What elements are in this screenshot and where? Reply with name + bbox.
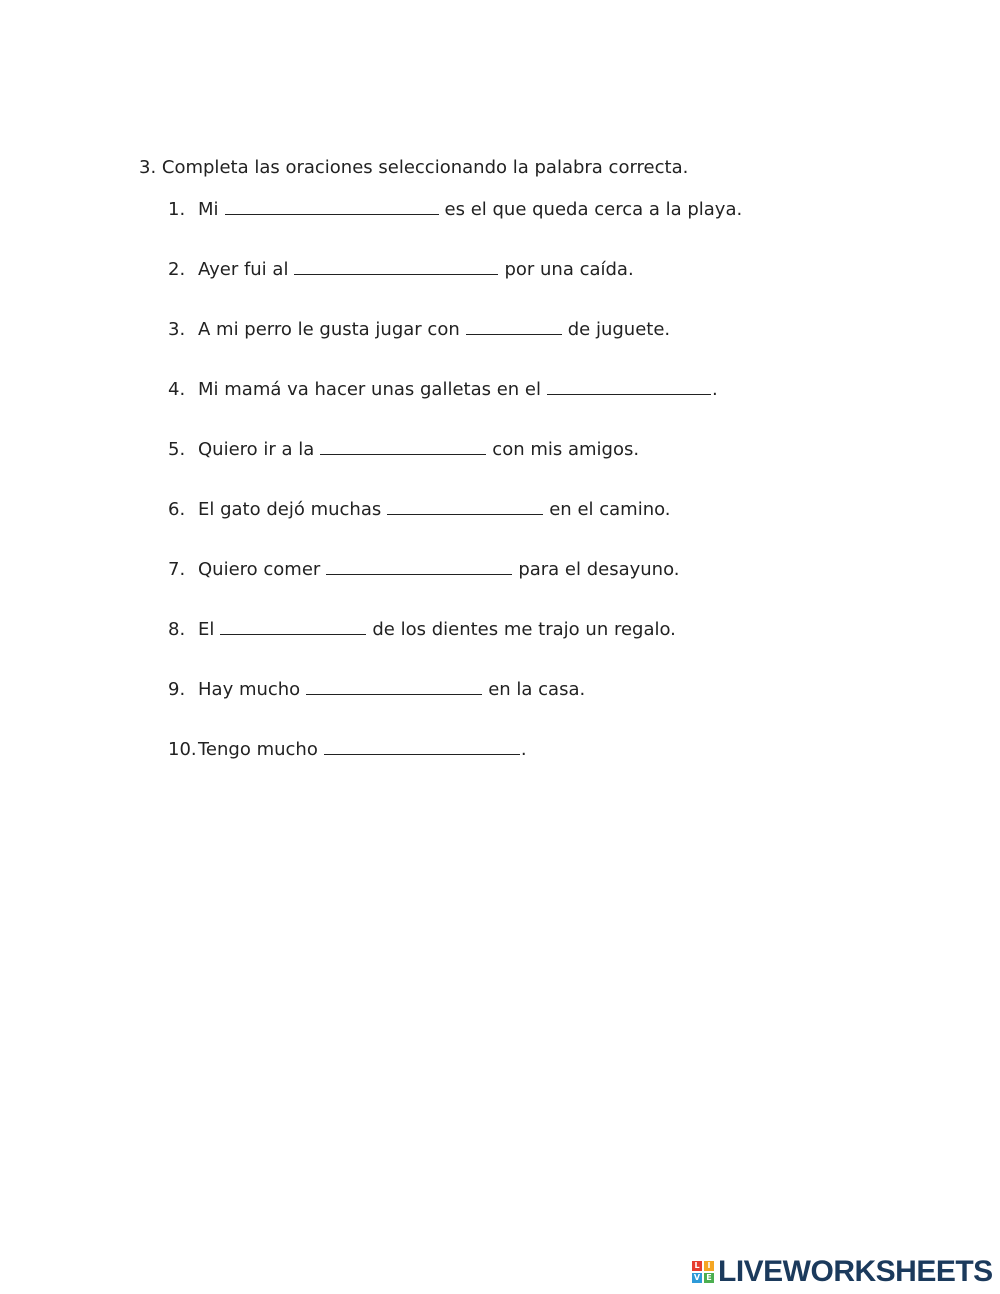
item-number: 3. bbox=[168, 319, 186, 340]
item-number: 8. bbox=[168, 619, 186, 640]
sentence-start: A mi perro le gusta jugar con bbox=[198, 319, 460, 340]
item-number: 10. bbox=[168, 739, 197, 760]
sentence-item bbox=[168, 496, 742, 520]
sentence-item bbox=[168, 676, 742, 700]
item-number: 4. bbox=[168, 379, 186, 400]
sentence-end: de los dientes me trajo un regalo. bbox=[372, 619, 676, 640]
sentence-start: Quiero comer bbox=[198, 559, 321, 580]
item-number: 1. bbox=[168, 199, 186, 220]
liveworksheets-logo bbox=[692, 1255, 993, 1289]
logo-text: LIVEWORKSHEETS bbox=[718, 1255, 993, 1288]
sentence-end: es el que queda cerca a la playa. bbox=[444, 199, 743, 220]
sentence-end: para el desayuno. bbox=[518, 559, 680, 580]
sentence-start: Hay mucho bbox=[198, 679, 301, 700]
answer-blank[interactable] bbox=[324, 736, 520, 755]
logo-mark-cell: L bbox=[692, 1261, 702, 1271]
sentence-start: Quiero ir a la bbox=[198, 439, 315, 460]
sentence-end: . bbox=[520, 739, 527, 760]
sentence-start: El bbox=[198, 619, 215, 640]
answer-blank[interactable] bbox=[547, 376, 711, 395]
sentence-end: por una caída. bbox=[504, 259, 634, 280]
sentence-item bbox=[168, 556, 742, 580]
answer-blank[interactable] bbox=[294, 256, 498, 275]
answer-blank[interactable] bbox=[387, 496, 543, 515]
logo-mark-cell: V bbox=[693, 1273, 701, 1282]
item-number: 2. bbox=[168, 259, 186, 280]
sentence-start: El gato dejó muchas bbox=[198, 499, 382, 520]
item-number: 7. bbox=[168, 559, 186, 580]
answer-blank[interactable] bbox=[326, 556, 512, 575]
sentence-item bbox=[168, 376, 742, 400]
item-number: 9. bbox=[168, 679, 186, 700]
item-number: 6. bbox=[168, 499, 186, 520]
exercise-instruction: 3. Completa las oraciones seleccionando la palabra correcta. bbox=[139, 157, 689, 178]
item-number: 5. bbox=[168, 439, 186, 460]
sentence-start: Tengo mucho bbox=[198, 739, 318, 760]
answer-blank[interactable] bbox=[320, 436, 486, 455]
answer-blank[interactable] bbox=[225, 196, 439, 215]
logo-mark-cell: I bbox=[704, 1261, 714, 1271]
sentence-start: Ayer fui al bbox=[198, 259, 289, 280]
answer-blank[interactable] bbox=[466, 316, 562, 335]
sentence-item bbox=[168, 436, 742, 460]
answer-blank[interactable] bbox=[220, 616, 366, 635]
logo-mark-icon bbox=[692, 1261, 714, 1283]
sentence-item bbox=[168, 316, 742, 340]
sentence-item bbox=[168, 256, 742, 280]
sentence-end: con mis amigos. bbox=[492, 439, 640, 460]
sentence-item bbox=[168, 736, 742, 760]
logo-mark-cell: E bbox=[704, 1273, 714, 1283]
sentence-item bbox=[168, 196, 742, 220]
sentence-end: en el camino. bbox=[549, 499, 671, 520]
sentence-start: Mi mamá va hacer unas galletas en el bbox=[198, 379, 541, 400]
answer-blank[interactable] bbox=[306, 676, 482, 695]
sentence-end: en la casa. bbox=[488, 679, 586, 700]
sentence-item bbox=[168, 616, 742, 640]
sentence-end: de juguete. bbox=[567, 319, 671, 340]
sentence-end: . bbox=[711, 379, 718, 400]
sentence-list bbox=[168, 196, 742, 796]
sentence-start: Mi bbox=[198, 199, 219, 220]
